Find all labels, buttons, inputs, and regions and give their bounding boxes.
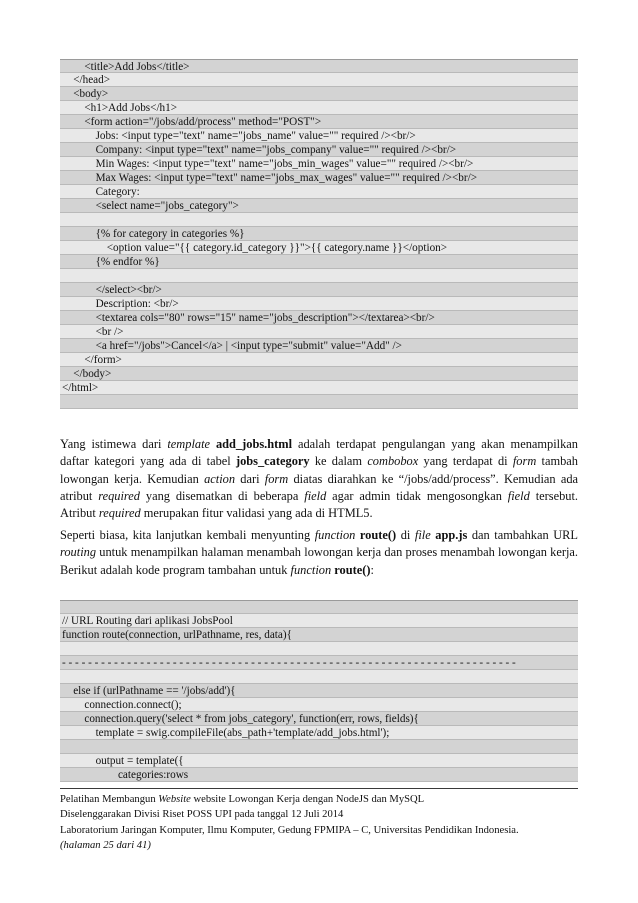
code-line [60, 740, 578, 754]
text-italic: function [290, 562, 332, 577]
paragraph-template-explanation [60, 436, 578, 522]
code-line: connection.query('select * from jobs_category', function(err, rows, fields){ [60, 712, 578, 726]
code-line: Jobs: <input type="text" name="jobs_name" value="" required /><br/> [60, 129, 578, 143]
code-line: <h1>Add Jobs</h1> [60, 101, 578, 115]
code-line [60, 395, 578, 409]
code-block-route-function [60, 600, 578, 782]
code-block-html-template [60, 59, 578, 409]
code-line [60, 600, 578, 614]
code-line: <select name="jobs_category"> [60, 199, 578, 213]
code-line: // URL Routing dari aplikasi JobsPool [60, 614, 578, 628]
text-segment: Seperti biasa, kita lanjutkan kembali menyunting [60, 528, 315, 542]
text-segment: tersebut. Atribut [60, 488, 579, 521]
text-italic: field [507, 488, 530, 503]
text-italic: template [167, 437, 211, 451]
code-line: Description: <br/> [60, 297, 578, 311]
code-line: Max Wages: <input type="text" name="jobs_max_wages" value="" required /><br/> [60, 171, 578, 185]
code-line: {% for category in categories %} [60, 227, 578, 241]
text-segment: merupakan fitur validasi yang ada di HTML5. [140, 506, 373, 521]
code-line: <br /> [60, 325, 578, 339]
footer-text: website Lowongan Kerja dengan NodeJS dan MySQL [190, 794, 425, 805]
code-line: {% endfor %} [60, 255, 578, 269]
text-segment: : [370, 562, 374, 577]
code-line: output = template({ [60, 754, 578, 768]
code-line: Category: [60, 185, 578, 199]
text-segment: adalah terdapat pengulangan yang akan menampilkan daftar kategori yang ada di tabel [60, 437, 579, 469]
footer-page-number: (halaman 25 dari 41) [60, 840, 151, 852]
text-italic: routing [60, 545, 97, 560]
text-italic: combobox [367, 454, 419, 469]
text-italic: action [204, 471, 236, 486]
footer-line-title [60, 792, 600, 807]
code-line: </select><br/> [60, 283, 578, 297]
code-line: </head> [60, 73, 578, 87]
text-italic: required [98, 488, 140, 503]
code-line: template = swig.compileFile(abs_path+'template/add_jobs.html'); [60, 726, 578, 740]
text-italic: field [304, 488, 327, 503]
code-line: </html> [60, 381, 578, 395]
code-line: Min Wages: <input type="text" name="jobs_min_wages" value="" required /><br/> [60, 157, 578, 171]
text-segment: di [396, 528, 415, 542]
text-bold: app.js [435, 528, 468, 542]
code-line: <option value="{{ category.id_category }}">{{ category.name }}</option> [60, 241, 578, 255]
footer-line-location: Laboratorium Jaringan Komputer, Ilmu Komputer, Gedung FPMIPA – C, Universitas Pendidikan Indonesia. [60, 824, 519, 836]
footer-text-italic: Website [158, 794, 191, 805]
code-line: Company: <input type="text" name="jobs_company" value="" required /><br/> [60, 143, 578, 157]
text-italic: file [414, 528, 431, 542]
code-line [60, 269, 578, 283]
code-line [60, 213, 578, 227]
text-segment: yang disematkan di beberapa [140, 488, 305, 503]
text-segment: dan tambahkan URL [467, 528, 578, 542]
code-line: <form action="/jobs/add/process" method="POST"> [60, 115, 578, 129]
text-italic: function [314, 528, 356, 542]
footer-text: Pelatihan Membangun [60, 794, 159, 805]
text-bold: add_jobs.html [215, 437, 293, 451]
code-line: connection.connect(); [60, 698, 578, 712]
text-italic: form [264, 471, 289, 486]
text-segment: untuk menampilkan halaman menambah lowongan kerja dan proses menambah lowongan kerja. Berikut adalah kode program tambahan untuk [60, 545, 578, 577]
page-footer [60, 792, 600, 854]
text-segment: Yang istimewa dari [60, 437, 168, 451]
paragraph-route-intro [60, 527, 578, 579]
text-segment: dari [235, 471, 265, 486]
code-line: function route(connection, urlPathname, res, data){ [60, 628, 578, 642]
code-line: <textarea cols="80" rows="15" name="jobs_description"></textarea><br/> [60, 311, 578, 325]
code-line [60, 642, 578, 656]
code-line: categories:rows [60, 768, 578, 782]
text-bold: route() [359, 528, 397, 542]
code-line: else if (urlPathname == '/jobs/add'){ [60, 684, 578, 698]
footer-line-organizer: Diselenggarakan Divisi Riset POSS UPI pada tanggal 12 Juli 2014 [60, 809, 344, 821]
code-line: <title>Add Jobs</title> [60, 59, 578, 73]
code-line: </form> [60, 353, 578, 367]
text-segment: diatas diarahkan ke “/jobs/add/process”. Kemudian ada atribut [60, 471, 579, 503]
text-segment: agar admin tidak mengosongkan [326, 488, 508, 503]
code-line: - - - - - - - - - - - - - - - - - - - - - - - - - - - - - - - - - - - - - - - - - - - - - - - - - - - - - - - - - - - - - - - - - - - - - - [60, 656, 578, 670]
text-italic: required [98, 506, 141, 521]
code-line: </body> [60, 367, 578, 381]
code-line: <a href="/jobs">Cancel</a> | <input type="submit" value="Add" /> [60, 339, 578, 353]
text-segment: tambah lowongan kerja. Kemudian [60, 454, 578, 486]
code-line: <body> [60, 87, 578, 101]
text-italic: form [512, 454, 537, 469]
code-line [60, 670, 578, 684]
footer-divider [60, 788, 578, 789]
text-bold: jobs_category [235, 454, 310, 469]
text-segment: yang terdapat di [418, 454, 513, 469]
text-bold: route() [334, 562, 371, 577]
text-segment: ke dalam [309, 454, 368, 469]
